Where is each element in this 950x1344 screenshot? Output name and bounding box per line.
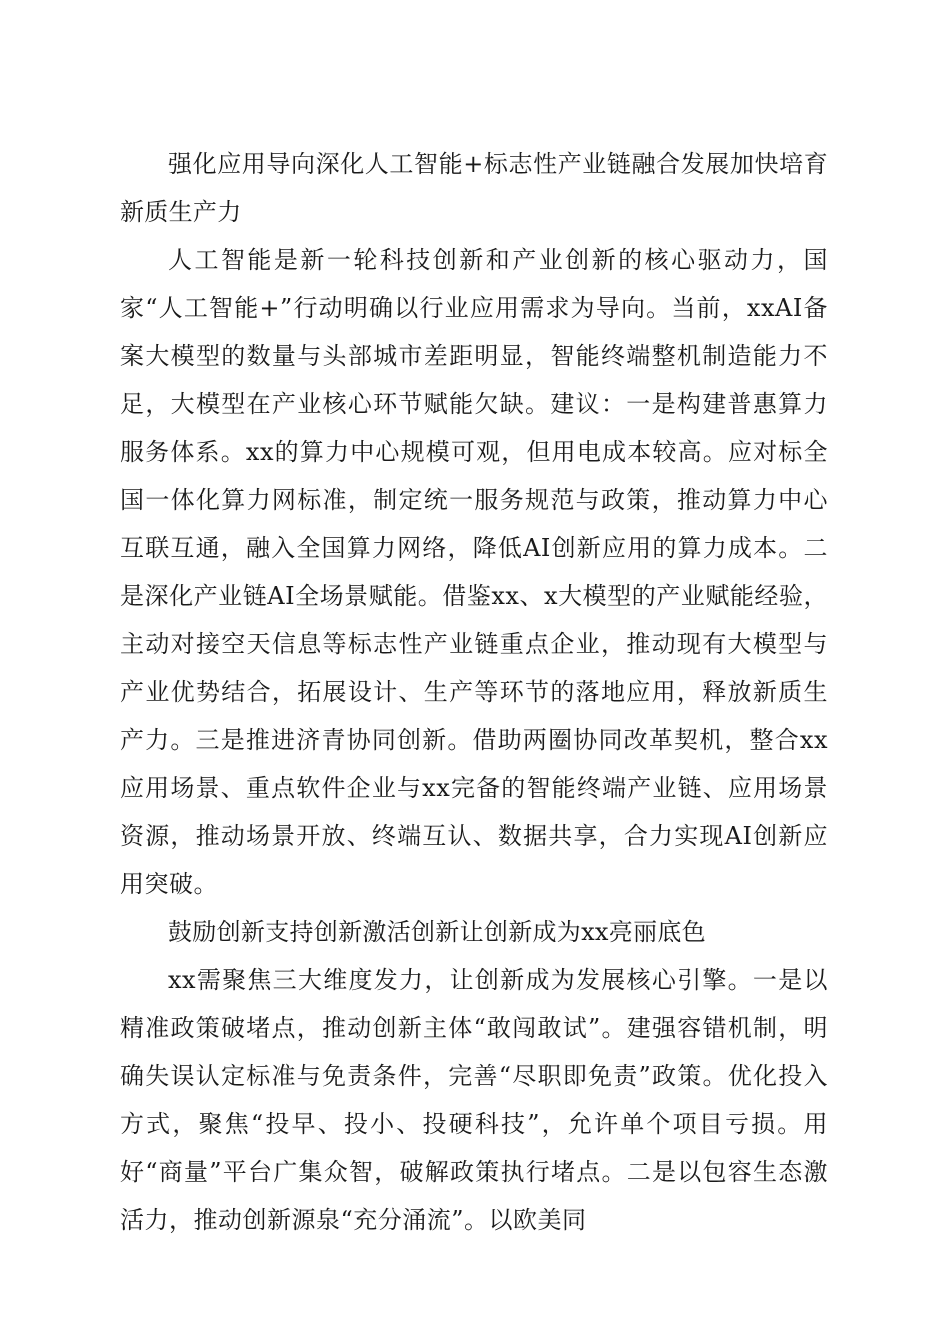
section-heading-ai-industry: 强化应用导向深化人工智能+标志性产业链融合发展加快培育新质生产力 xyxy=(120,150,828,226)
section-body-ai-industry: 人工智能是新一轮科技创新和产业创新的核心驱动力，国家“人工智能+”行动明确以行业应用需求为导向。当前，xxAI备案大模型的数量与头部城市差距明显，智能终端整机制造能力不足，大模型在产业核心环节赋能欠缺。建议：一是构建普惠算力服务体系。xx的算力中心规模可观，但用电成本较高。应对标全国一体化算力网标准，制定统一服务规范与政策，推动算力中心互联互通，融入全国算力网络，降低AI创新应用的算力成本。二是深化产业链AI全场景赋能。借鉴xx、x大模型的产业赋能经验，主动对接空天信息等标志性产业链重点企业，推动现有大模型与产业优势结合，拓展设计、生产等环节的落地应用，释放新质生产力。三是推进济青协同创新。借助两圈协同改革契机，整合xx应用场景、重点软件企业与xx完备的智能终端产业链、应用场景资源，推动场景开放、终端互认、数据共享，合力实现AI创新应用突破。 xyxy=(120,246,828,898)
section-body-innovation: xx需聚焦三大维度发力，让创新成为发展核心引擎。一是以精准政策破堵点，推动创新主体“敢闯敢试”。建强容错机制，明确失误认定标准与免责条件，完善“尽职即免责”政策。优化投入方式，聚焦“投早、投小、投硬科技”，允许单个项目亏损。用好“商量”平台广集众智，破解政策执行堵点。二是以包容生态激活力，推动创新源泉“充分涌流”。以欧美同 xyxy=(120,966,828,1234)
document-body xyxy=(120,140,828,1244)
section-heading-innovation: 鼓励创新支持创新激活创新让创新成为xx亮丽底色 xyxy=(168,918,706,946)
